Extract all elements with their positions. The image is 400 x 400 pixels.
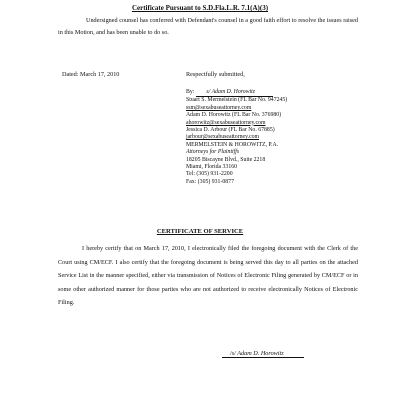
certificate-body [58,15,358,38]
attorneys-for: Attorneys for Plaintiffs [186,149,240,156]
attorney-name-mermelstein: Stuart S. Mermelstein (FL Bar No. 947245) [186,97,288,104]
fax: Fax: (305) 931-0877 [186,178,234,185]
address-street: 18205 Biscayne Blvd., Suite 2218 [186,156,266,163]
attorney-name-arbour: Jessica D. Arbour (FL Bar No. 67885) [186,127,275,134]
email-link-ahorowitz[interactable]: ahorowitz@sexabuseattorney.com [186,119,266,126]
respectfully-submitted: Respectfully submitted, [186,71,245,78]
by-label: By: [186,89,195,95]
service-body [58,242,358,310]
certificate-body-text: Undersigned counsel has conferred with Defendant's counsel in a good faith effort to resolve the issues raised in this Motion, and has been unable to do so. [58,17,358,36]
certificate-title: Certificate Pursuant to S.D.Fla.L.R. 7.1(A)(3) [131,4,269,12]
email-link-ssm[interactable]: ssm@sexabuseattorney.com [186,104,252,111]
electronic-signature: s/ Adam D. Horowitz [196,89,273,97]
email-link-jarbour[interactable]: jarbour@sexabuseattorney.com [186,134,260,141]
dated-line: Dated: March 17, 2010 [62,71,120,78]
firm-name: MERMELSTEIN & HOROWITZ, P.A. [186,141,279,148]
attorney-name-horowitz: Adam D. Horowitz (FL Bar No. 376980) [186,112,282,119]
service-signature: /s/ Adam D. Horowitz [222,350,304,358]
address-city: Miami, Florida 33160 [186,164,238,171]
service-body-text: I hereby certify that on March 17, 2010, I electronically filed the foregoing document with the Clerk of the Court using CM/ECF. I also certify that the foregoing document is being served this day to all parties on the attached Service List in the manner specified, either via transmission of Notices of Electronic Filing generated by CM/ECF or in some other authorized manner for those parties who are not authorized to receive electronically Notices of Electronic Filing. [58,245,358,306]
service-title: CERTIFICATE OF SERVICE [156,228,244,235]
telephone: Tel: (305) 931-2200 [186,171,233,178]
signature-block [186,89,287,186]
